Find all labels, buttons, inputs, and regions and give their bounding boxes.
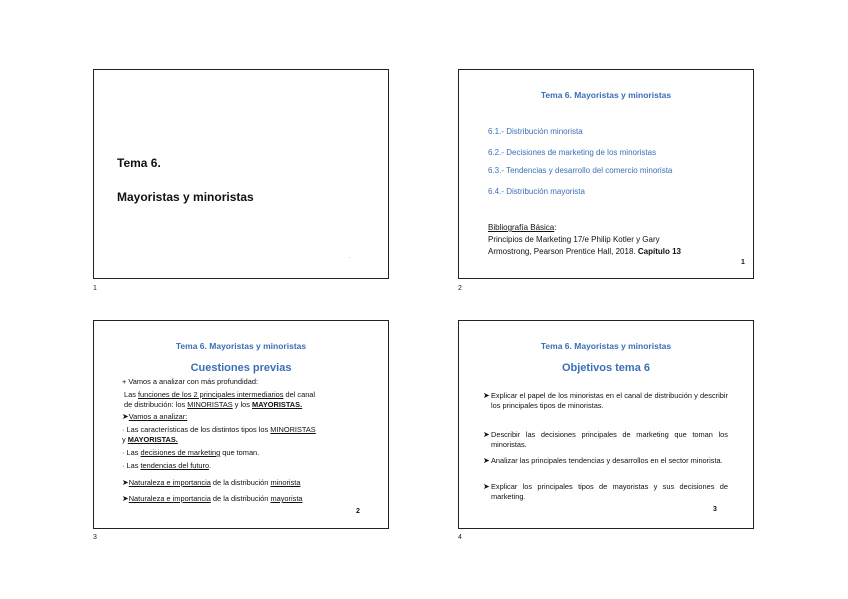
slide-1-dot: .	[349, 254, 351, 260]
s3-text: y	[122, 435, 128, 444]
bibliography-publisher: Armostrong, Pearson Prentice Hall, 2018.	[488, 247, 638, 256]
s3-line-2	[124, 390, 315, 400]
arrow-bullet-icon: ➤	[483, 482, 490, 491]
s3-text: que toman.	[220, 448, 260, 457]
s3-line-3	[124, 400, 302, 410]
bibliography-line-1: Principios de Marketing 17/e Philip Kotler y Gary	[488, 235, 660, 244]
slide-4-header: Tema 6. Mayoristas y minoristas	[540, 341, 672, 351]
s3-text: · Las características de los distintos tipos los	[122, 425, 271, 434]
arrow-bullet-icon: ➤	[122, 478, 129, 487]
page-number-4: 4	[458, 534, 462, 541]
page-number-1: 1	[93, 285, 97, 292]
toc-item-1: 6.1.- Distribución minorista	[488, 127, 583, 136]
arrow-bullet-icon: ➤	[483, 430, 490, 439]
arrow-bullet-icon: ➤	[122, 494, 129, 503]
bibliography-label: Bibliografía Básica	[488, 223, 555, 232]
toc-item-4: 6.4.- Distribución mayorista	[488, 187, 585, 196]
toc-item-3: 6.3.- Tendencias y desarrollo del comercio minorista	[488, 166, 673, 175]
bibliography-colon: :	[554, 223, 557, 232]
s3-text: y los	[232, 400, 253, 409]
page-number-2: 2	[458, 285, 462, 292]
s3-text: · Las	[122, 448, 141, 457]
s3-link-text: funciones de los 2 principales intermediarios	[137, 390, 284, 399]
slide-3-subheader: Cuestiones previas	[190, 362, 292, 374]
s3-line-7	[122, 448, 259, 458]
s3-line-9	[122, 478, 300, 488]
slide-2-number: 1	[741, 259, 745, 266]
slide-3-number: 2	[356, 508, 360, 515]
s3-text: de distribución: los	[124, 400, 188, 409]
s3-underlined-text: decisiones de marketing	[140, 448, 221, 457]
slide-4-number: 3	[713, 506, 717, 513]
s3-line-5	[122, 425, 316, 435]
s3-underlined-text: MINORISTAS	[187, 400, 233, 409]
s3-text: Las	[124, 390, 138, 399]
slide-4	[458, 320, 754, 529]
s3-text: del canal	[283, 390, 316, 399]
arrow-bullet-icon: ➤	[483, 391, 490, 400]
s3-underlined-text: mayorista	[270, 494, 303, 503]
s3-underlined-text: Naturaleza e importancia	[128, 494, 211, 503]
slide-3-header: Tema 6. Mayoristas y minoristas	[175, 341, 307, 351]
s3-underlined-text: MAYORISTAS.	[252, 400, 303, 409]
slide-1	[93, 69, 389, 279]
slide-1-subtitle: Mayoristas y minoristas	[117, 190, 254, 204]
s3-line-4	[122, 412, 187, 422]
s3-text: .	[209, 461, 212, 470]
s3-underlined-text: Vamos a analizar:	[128, 412, 188, 421]
objective-text: Explicar los principales tipos de mayoristas y sus decisiones de marketing.	[491, 482, 728, 501]
slide-3	[93, 320, 389, 529]
bibliography-line-2	[488, 247, 681, 257]
page-number-3: 3	[93, 534, 97, 541]
s3-text: de la distribución	[210, 478, 271, 487]
s3-underlined-text: tendencias del futuro	[140, 461, 210, 470]
s3-underlined-text: MAYORISTAS.	[127, 435, 178, 444]
s3-line-8	[122, 461, 211, 471]
objective-text: Explicar el papel de los minoristas en el canal de distribución y describir los principales tipos de minoristas.	[491, 391, 728, 410]
bibliography-heading	[488, 223, 557, 233]
s3-text: de la distribución	[210, 494, 271, 503]
bibliography-chapter: Capítulo 13	[637, 247, 681, 256]
s3-line-6	[122, 435, 178, 445]
s3-line-10	[122, 494, 303, 504]
s3-underlined-text: Naturaleza e importancia	[128, 478, 211, 487]
toc-item-2: 6.2.- Decisiones de marketing de los minoristas	[488, 148, 657, 157]
objective-text: Analizar las principales tendencias y desarrollos en el sector minorista.	[491, 456, 723, 465]
s3-underlined-text: minorista	[270, 478, 301, 487]
arrow-bullet-icon: ➤	[122, 412, 129, 421]
slide-1-title: Tema 6.	[117, 156, 161, 170]
s3-line-1: + Vamos a analizar con más profundidad:	[122, 377, 259, 386]
s3-text: · Las	[122, 461, 141, 470]
slide-4-subheader: Objetivos tema 6	[561, 362, 651, 374]
arrow-bullet-icon: ➤	[483, 456, 490, 465]
slide-2-header: Tema 6. Mayoristas y minoristas	[540, 90, 672, 100]
s3-underlined-text: MINORISTAS	[270, 425, 316, 434]
objective-text: Describir las decisiones principales de marketing que toman los minoristas.	[491, 430, 728, 449]
slide-2	[458, 69, 754, 279]
